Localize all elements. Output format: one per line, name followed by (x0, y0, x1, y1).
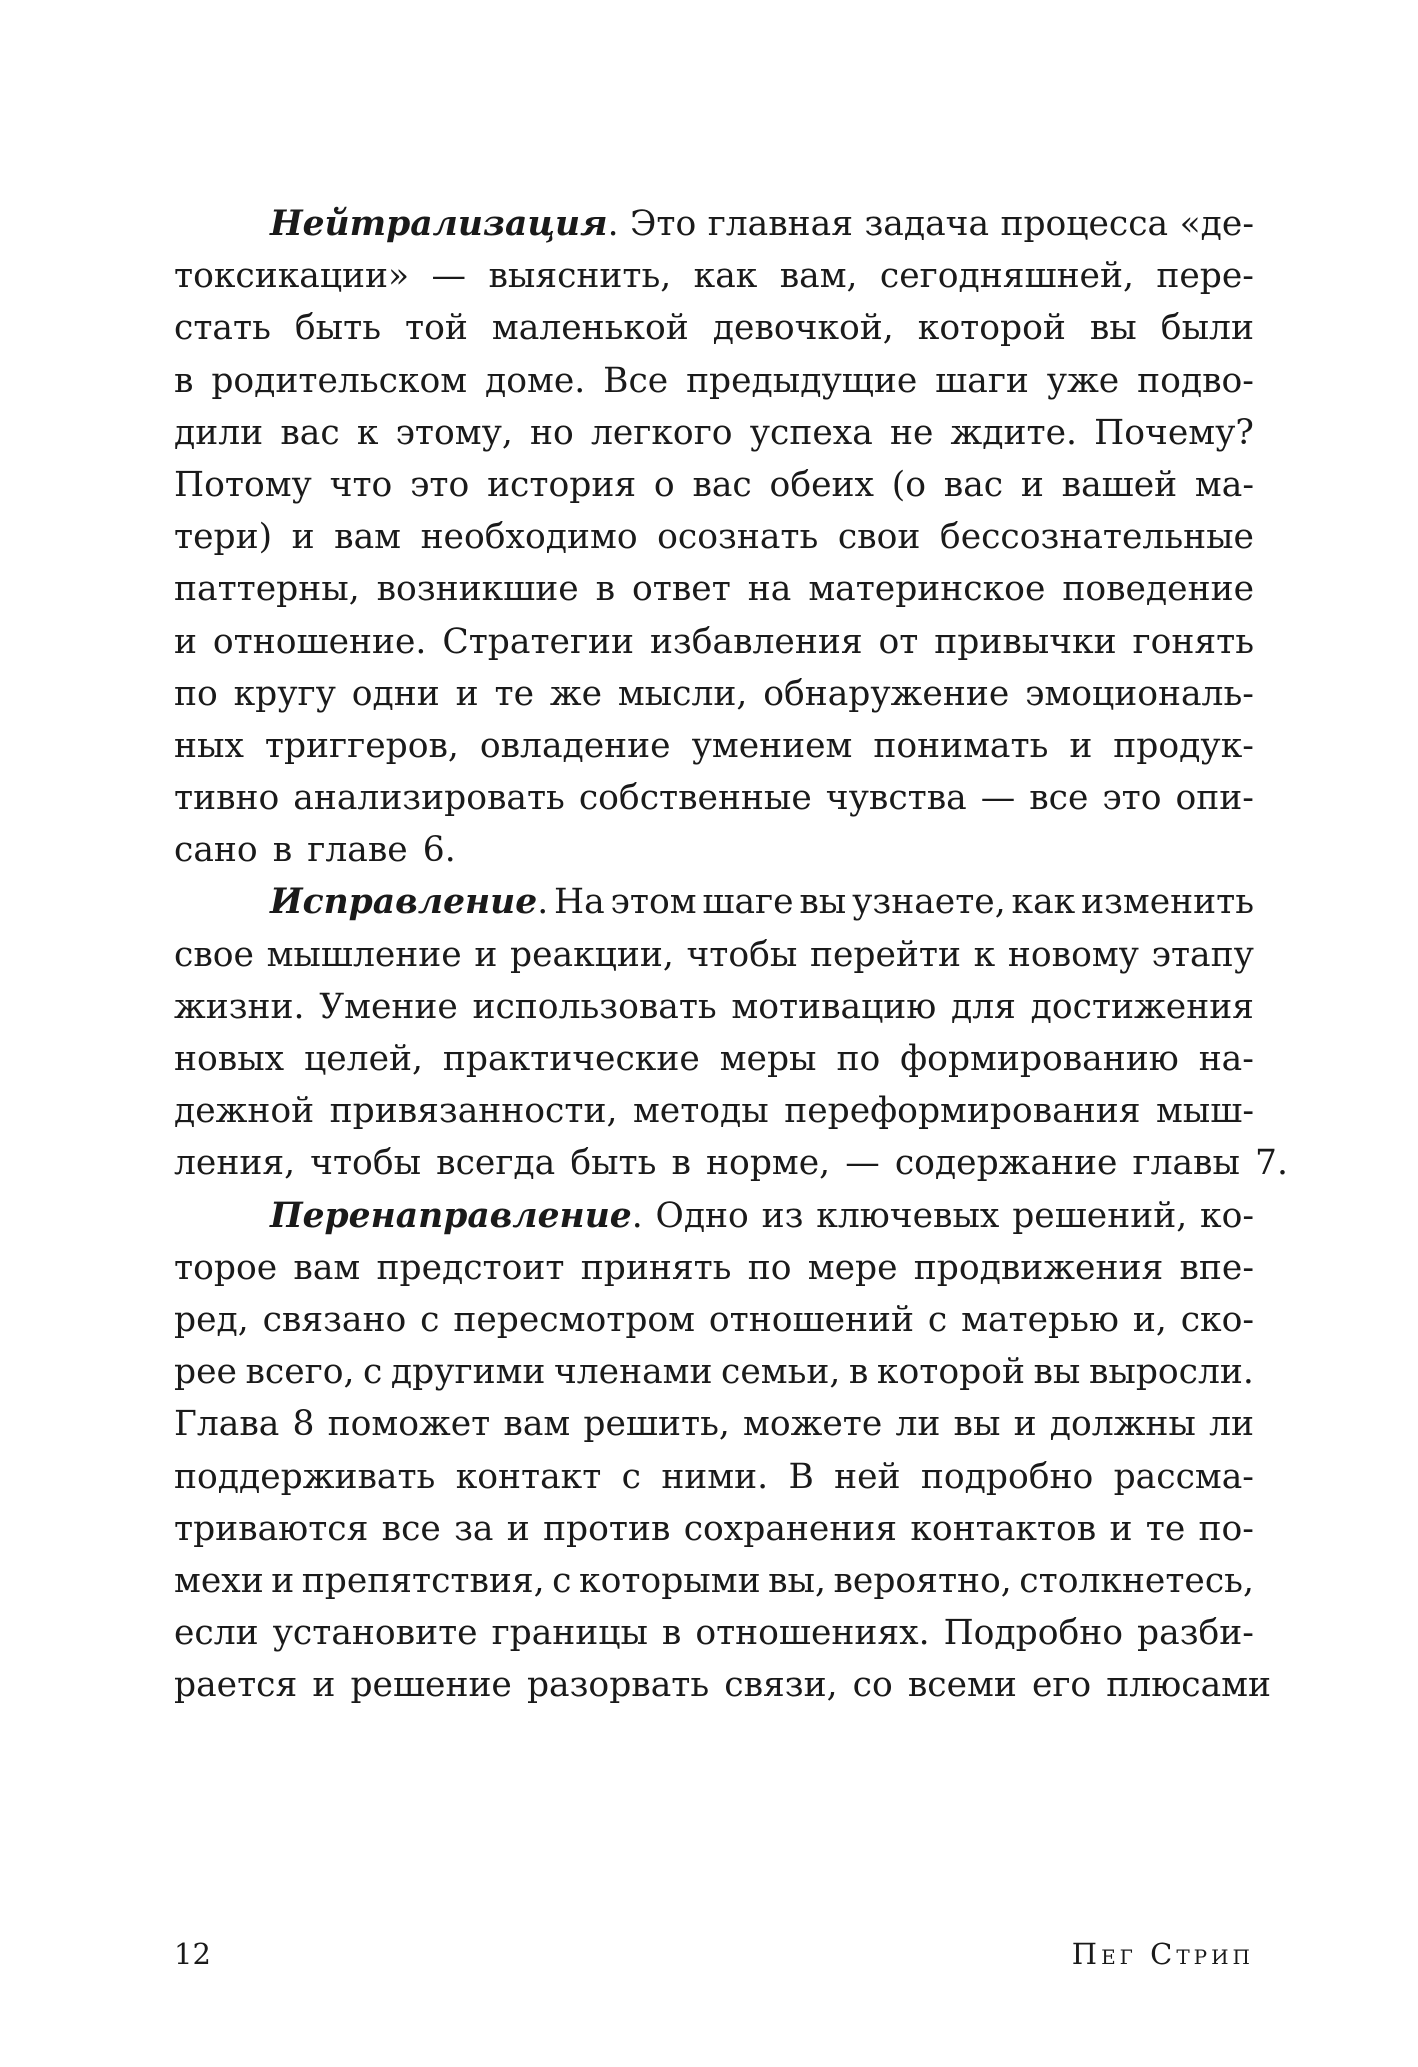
line-word: все (1029, 778, 1089, 819)
line-word: вам (293, 1247, 361, 1288)
line-word: должны (1049, 1404, 1196, 1445)
line-word: вам, (779, 256, 858, 297)
line-word: вас (943, 464, 1004, 505)
line-word: не (889, 412, 934, 453)
text-line (174, 1555, 1254, 1607)
line-word: которой (876, 1352, 1025, 1393)
line-word: овладение (479, 725, 671, 766)
line-word: и (291, 517, 315, 558)
line-word: для (951, 986, 1016, 1027)
line-word: этом (610, 882, 697, 923)
line-word: формированию (900, 1039, 1179, 1079)
line-word: Это (629, 204, 697, 244)
line-word: с (420, 1299, 440, 1340)
line-word: ред, (174, 1299, 249, 1340)
line-word (270, 876, 548, 928)
line-word: новому (1007, 934, 1139, 975)
line-word: по (747, 1247, 792, 1288)
line-word: — (980, 778, 1016, 819)
line-word: методы (632, 1091, 769, 1132)
line-word: продвижения (913, 1247, 1164, 1288)
line-word: опи- (1175, 778, 1254, 819)
line-word: триваются (174, 1508, 369, 1549)
line-word: же (549, 673, 602, 714)
line-word: на- (1198, 1039, 1254, 1079)
line-word: в (848, 1352, 869, 1393)
line-word: всего, (245, 1352, 355, 1393)
line-word: контактов (910, 1508, 1097, 1549)
line-word: ли (895, 1404, 941, 1445)
line-word: кругу (233, 673, 336, 714)
line-word: в (661, 1613, 682, 1654)
line-word: вам (503, 1404, 571, 1445)
line-word: которой (917, 308, 1066, 349)
text-line (174, 302, 1254, 354)
line-word: предыдущие (686, 360, 918, 401)
line-word: «де- (1179, 204, 1254, 244)
line-word: Все (603, 360, 669, 401)
line-word: которыми (579, 1560, 761, 1601)
text-line: рается и решение разорвать связи, со всеми его плюсами (174, 1665, 1271, 1706)
line-word: вам (334, 517, 401, 558)
line-word: На (554, 882, 605, 923)
line-word: дили (174, 412, 264, 453)
line-word: тери) (174, 517, 273, 558)
line-word: с (552, 1560, 572, 1601)
line-word: на (747, 569, 792, 610)
line-word: шаге (702, 882, 794, 923)
text-line (174, 355, 1254, 407)
line-word: подробно (920, 1456, 1094, 1497)
text-line: ления, чтобы всегда быть в норме, — содержание главы 7. (174, 1143, 1288, 1184)
line-word: как (1011, 882, 1076, 923)
line-word: предстоит (376, 1247, 565, 1288)
line-word: выросли. (1088, 1352, 1254, 1393)
line-word: мышление (266, 934, 462, 975)
line-word: мыш- (1155, 1091, 1254, 1132)
line-word: вы (1033, 1352, 1081, 1393)
line-word: по (836, 1039, 881, 1079)
line-word: но (530, 412, 574, 453)
line-word: против (543, 1508, 671, 1549)
line-word: маленькой (491, 308, 689, 349)
text-line (174, 1607, 1254, 1659)
line-word: главная (707, 204, 853, 244)
line-word: принять (580, 1247, 732, 1288)
line-word: подво- (1137, 360, 1254, 401)
line-word: и, (1132, 1299, 1167, 1340)
line-word: перейти (810, 934, 962, 975)
line-word: как (693, 256, 758, 297)
line-word: той (405, 308, 468, 349)
line-word: по- (1198, 1508, 1254, 1549)
line-word: в (174, 360, 194, 401)
line-word: использовать (472, 986, 717, 1027)
text-line (174, 1346, 1254, 1398)
line-word: достижения (1030, 986, 1254, 1027)
line-word: (о (891, 464, 926, 505)
line-word: — (431, 256, 467, 297)
line-word: вас (280, 412, 340, 453)
line-word: разби- (1137, 1613, 1254, 1654)
line-word: Глава (174, 1404, 280, 1445)
text-line (174, 720, 1254, 772)
line-word: свои (837, 517, 921, 558)
line-word: необходимо (420, 517, 638, 558)
line-word: обеих (769, 464, 874, 505)
line-word: гонять (1132, 621, 1254, 662)
line-word: новых (174, 1039, 285, 1079)
line-word: были (1160, 308, 1254, 349)
text-line (174, 1294, 1254, 1346)
line-word: к (973, 934, 996, 975)
line-word: изменить (1081, 882, 1254, 923)
line-word: вы (1089, 308, 1137, 349)
line-word: собственные (578, 778, 812, 819)
line-word (270, 1190, 643, 1242)
line-word: тивно (174, 778, 280, 819)
line-word: бессознательные (939, 517, 1254, 558)
line-word: сегодняшней, (879, 256, 1134, 297)
line-word: привязанности, (329, 1091, 618, 1132)
line-word: этому, (395, 412, 513, 453)
line-word: вы, (768, 1560, 826, 1601)
line-word: чувства (825, 778, 967, 819)
line-word: за (454, 1508, 494, 1549)
line-word: матерью (961, 1299, 1119, 1340)
text-line (174, 1503, 1254, 1555)
line-word: пере- (1156, 256, 1254, 297)
text-line (174, 929, 1254, 981)
line-word: материнское (808, 569, 1046, 610)
line-word: этапу (1151, 934, 1254, 975)
line-word: и (1013, 1404, 1037, 1445)
line-word: решений, (1012, 1195, 1188, 1236)
line-word: если (174, 1613, 259, 1654)
line-word: жизни. (174, 986, 305, 1027)
line-word: успеха (749, 412, 873, 453)
paragraph-term: Нейтрализация (270, 204, 608, 244)
line-word: те (494, 673, 534, 714)
line-word: и (1069, 725, 1093, 766)
line-word: триггеров, (264, 725, 459, 766)
line-word: осознать (657, 517, 819, 558)
text-line (174, 1242, 1254, 1294)
line-word: Стратегии (442, 621, 635, 662)
line-word: избавления (649, 621, 863, 662)
text-line (174, 1451, 1254, 1503)
text-line (174, 459, 1254, 511)
line-word: и (174, 621, 197, 662)
line-word: ждите. (950, 412, 1077, 453)
line-word: ключевых (816, 1195, 1000, 1236)
text-line (174, 1398, 1254, 1450)
line-word: по (174, 673, 218, 714)
line-word: 8 (292, 1404, 315, 1445)
line-word: столкнетесь, (1019, 1560, 1254, 1601)
text-line (174, 876, 1254, 928)
line-word: и (506, 1508, 530, 1549)
body-text (174, 198, 1288, 1711)
line-word: практические (442, 1039, 700, 1079)
line-word: ных (174, 725, 244, 766)
line-word: понимать (873, 725, 1049, 766)
text-line (174, 250, 1254, 302)
line-word: вашей (1061, 464, 1178, 505)
term-punctuation: . (631, 1195, 643, 1236)
line-word: мотивацию (731, 986, 937, 1027)
line-word: поведение (1062, 569, 1254, 610)
text-line: сано в главе 6. (174, 830, 456, 871)
line-word: пересмотром (453, 1299, 696, 1340)
line-word: вы (799, 882, 847, 923)
line-word: анализировать (293, 778, 565, 819)
line-word: границы (491, 1613, 648, 1654)
line-word: Одно (655, 1195, 749, 1236)
line-word: Потому (174, 464, 312, 505)
term-punctuation: . (607, 204, 619, 244)
line-word: мехи (174, 1560, 264, 1601)
page-number: 12 (174, 1937, 211, 1971)
line-word: умением (691, 725, 853, 766)
line-word: ними. (661, 1456, 769, 1497)
line-word: ней (834, 1456, 901, 1497)
paragraph-term: Перенаправление (270, 1195, 632, 1236)
line-word: мысли, (617, 673, 748, 714)
line-word: торое (174, 1247, 278, 1288)
line-word: Почему? (1094, 412, 1254, 453)
line-word: о (653, 464, 675, 505)
line-word: стать (174, 308, 271, 349)
line-word: одни (351, 673, 440, 714)
line-word: семьи, (721, 1352, 841, 1393)
line-word: что (329, 464, 393, 505)
page-footer (174, 1934, 1254, 1974)
line-word: и (1109, 1508, 1133, 1549)
line-word: контакт (455, 1456, 602, 1497)
paragraph-term: Исправление (270, 882, 538, 923)
line-word: ответ (632, 569, 731, 610)
line-word: шаги (935, 360, 1029, 401)
line-word: выяснить, (488, 256, 672, 297)
line-word: история (487, 464, 637, 505)
line-word: ко- (1200, 1195, 1254, 1236)
text-line (174, 407, 1254, 459)
line-word: процесса (1000, 204, 1169, 244)
line-word: В (788, 1456, 814, 1497)
line-word: рассма- (1113, 1456, 1254, 1497)
line-word: эмоциональ- (1025, 673, 1254, 714)
line-word: можете (743, 1404, 883, 1445)
line-word: продук- (1113, 725, 1254, 766)
line-word: реакции, (510, 934, 674, 975)
line-word: решить, (583, 1404, 730, 1445)
line-word: вероятно, (833, 1560, 1012, 1601)
line-word: все (381, 1508, 441, 1549)
text-line (174, 1033, 1254, 1085)
line-word: отношений (708, 1299, 915, 1340)
line-word: это (1102, 778, 1162, 819)
running-head-author: Пег Стрип (1071, 1937, 1254, 1971)
line-word: обнаружение (763, 673, 1010, 714)
line-word: меры (719, 1039, 817, 1079)
line-word: дежной (174, 1091, 315, 1132)
text-line (174, 668, 1254, 720)
line-word: девочкой, (712, 308, 894, 349)
text-line (174, 981, 1254, 1033)
line-word: вас (692, 464, 752, 505)
line-word: мере (807, 1247, 898, 1288)
line-word: с (621, 1456, 641, 1497)
line-word: ли (1209, 1404, 1254, 1445)
line-word: и (474, 934, 498, 975)
line-word: уже (1046, 360, 1120, 401)
line-word: из (761, 1195, 804, 1236)
line-word: вы (953, 1404, 1001, 1445)
line-word: впе- (1179, 1247, 1254, 1288)
line-word: целей, (304, 1039, 423, 1079)
line-word: другими (390, 1352, 546, 1393)
line-word: к (356, 412, 379, 453)
line-word: связано (262, 1299, 407, 1340)
line-word: переформирования (784, 1091, 1141, 1132)
line-word: и (271, 1560, 295, 1601)
line-word: свое (174, 934, 254, 975)
line-word: с (927, 1299, 948, 1340)
line-word: паттерны, (174, 569, 360, 610)
line-word: поможет (327, 1404, 491, 1445)
line-word: легкого (590, 412, 733, 453)
line-word: в (595, 569, 616, 610)
line-word: и (455, 673, 479, 714)
line-word: возникшие (376, 569, 579, 610)
line-word: токсикации» (174, 256, 410, 297)
line-word: установите (272, 1613, 478, 1654)
line-word: от (878, 621, 919, 662)
line-word: узнаете, (852, 882, 1006, 923)
line-word: задача (864, 204, 990, 244)
line-word: поддерживать (174, 1456, 436, 1497)
line-word: и (1020, 464, 1044, 505)
line-word: препятствия, (301, 1560, 545, 1601)
line-word: членами (553, 1352, 713, 1393)
line-word: Умение (319, 986, 458, 1027)
line-word: рее (174, 1352, 237, 1393)
text-line (174, 1085, 1254, 1137)
line-word: с (363, 1352, 383, 1393)
text-line (174, 511, 1254, 563)
text-line (174, 772, 1254, 824)
line-word: отношение. (212, 621, 427, 662)
text-line (174, 1190, 1254, 1242)
line-word: привычки (934, 621, 1117, 662)
line-word: те (1145, 1508, 1186, 1549)
line-word: это (410, 464, 470, 505)
line-word: ско- (1180, 1299, 1254, 1340)
line-word: чтобы (686, 934, 798, 975)
line-word: быть (294, 308, 381, 349)
text-line (174, 198, 1254, 250)
line-word: сохранения (683, 1508, 898, 1549)
line-word: Подробно (943, 1613, 1124, 1654)
line-word: родительском (211, 360, 468, 401)
line-word (270, 198, 619, 250)
term-punctuation: . (537, 882, 549, 923)
line-word: доме. (484, 360, 586, 401)
line-word: отношениях. (695, 1613, 930, 1654)
line-word: ма- (1194, 464, 1254, 505)
text-line (174, 616, 1254, 668)
text-line (174, 563, 1254, 615)
